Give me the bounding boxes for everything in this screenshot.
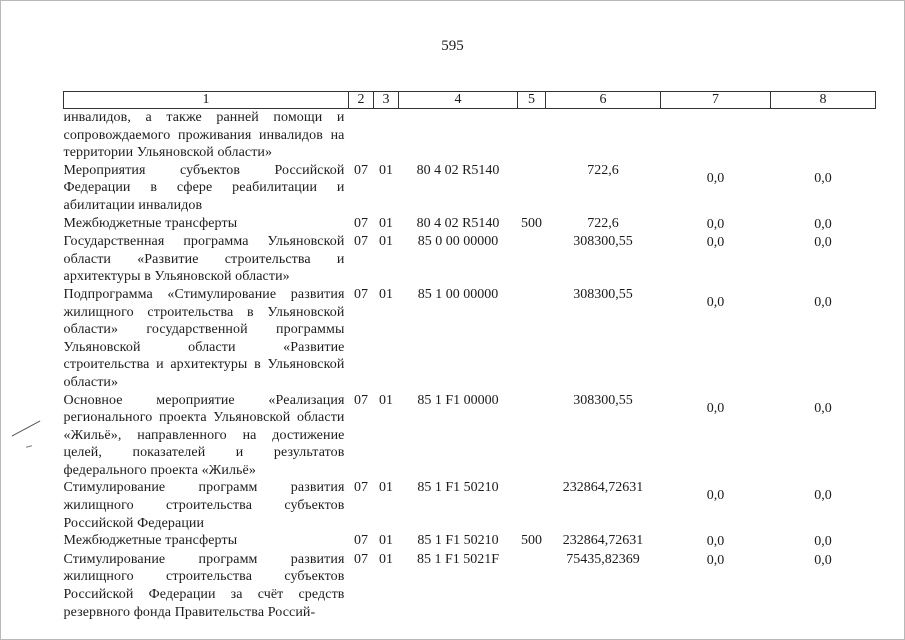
row-amount	[546, 109, 661, 162]
row-amount: 722,6	[587, 162, 619, 178]
table-row	[64, 479, 876, 532]
page-number: 595	[441, 38, 464, 54]
row-expense-type	[518, 162, 546, 215]
row-amount: 232864,72631	[562, 533, 644, 549]
row-amount-2: 0,0	[706, 534, 725, 550]
row-section: 07	[354, 162, 368, 178]
row-section: 07	[354, 551, 368, 567]
row-subsection: 01	[379, 533, 393, 549]
row-name: Межбюджетные трансферты	[63, 215, 238, 231]
row-expense-type	[518, 233, 546, 286]
row-amount: 308300,55	[573, 392, 633, 408]
row-subsection: 01	[379, 215, 393, 231]
row-target-article: 85 1 F1 50210	[417, 480, 499, 496]
row-amount-3: 0,0	[814, 294, 832, 310]
row-amount-3	[771, 109, 876, 162]
table-row	[64, 286, 876, 392]
row-target-article	[399, 109, 518, 162]
row-amount-2: 0,0	[706, 488, 725, 504]
row-section: 07	[354, 533, 368, 549]
row-amount-3: 0,0	[814, 170, 832, 186]
row-name: Межбюджетные трансферты	[63, 533, 238, 549]
table-row	[64, 532, 876, 551]
table-row	[64, 392, 876, 480]
col-header-2: 2	[349, 92, 374, 109]
row-subsection: 01	[379, 551, 393, 567]
table-row	[64, 109, 876, 162]
row-target-article: 85 1 F1 50210	[417, 533, 499, 549]
row-amount: 232864,72631	[562, 480, 644, 496]
table-row	[64, 551, 876, 621]
column-number-header	[64, 92, 876, 109]
row-subsection	[374, 109, 399, 162]
row-expense-type	[518, 479, 546, 532]
row-name: инвалидов, а также ранней помощи и сопровождаемого проживания инвалидов на территории Ульяновской области»	[63, 110, 345, 161]
row-target-article: 85 0 00 00000	[417, 234, 499, 250]
row-amount-3: 0,0	[814, 235, 832, 251]
col-header-1: 1	[64, 92, 349, 109]
row-subsection: 01	[379, 162, 393, 178]
row-target-article: 80 4 02 R5140	[416, 215, 500, 231]
row-expense-type	[518, 286, 546, 392]
col-header-4: 4	[399, 92, 518, 109]
row-amount-3: 0,0	[814, 488, 832, 504]
table-row	[64, 215, 876, 234]
row-amount: 75435,82369	[566, 551, 640, 567]
row-name: Стимулирование программ развития жилищного строительства субъектов Российской Федерации	[63, 480, 345, 531]
col-header-8: 8	[771, 92, 876, 109]
row-amount-2: 0,0	[706, 294, 725, 310]
row-section: 07	[354, 215, 368, 231]
row-amount-2: 0,0	[706, 170, 725, 186]
row-amount-2	[661, 109, 771, 162]
col-header-3: 3	[374, 92, 399, 109]
row-name: Мероприятия субъектов Российской Федерации в сфере реабилитации и абилитации инвалидов	[63, 162, 345, 213]
row-target-article: 85 1 F1 5021F	[416, 551, 500, 567]
row-amount-3: 0,0	[814, 216, 832, 232]
table-row	[64, 233, 876, 286]
row-expense-type: 500	[521, 533, 542, 549]
row-target-article: 85 1 F1 00000	[417, 392, 499, 408]
row-amount-3: 0,0	[814, 552, 832, 568]
row-amount: 308300,55	[573, 234, 633, 250]
row-amount: 722,6	[587, 215, 619, 231]
row-amount: 308300,55	[573, 286, 633, 302]
row-name: Основное мероприятие «Реализация регионального проекта Ульяновской области «Жильё», направленного на достижение целей, показателей и результатов федерального проекта «Жильё»	[63, 392, 345, 478]
row-amount-2: 0,0	[706, 400, 725, 416]
row-subsection: 01	[379, 480, 393, 496]
row-subsection: 01	[379, 234, 393, 250]
row-amount-3: 0,0	[814, 534, 832, 550]
row-subsection: 01	[379, 286, 393, 302]
row-name: Государственная программа Ульяновской области «Развитие строительства и архитектуры в Ульяновской области»	[63, 234, 345, 285]
row-expense-type	[518, 392, 546, 480]
row-amount-2: 0,0	[706, 552, 725, 568]
row-amount-2: 0,0	[706, 235, 725, 251]
row-section: 07	[354, 480, 368, 496]
row-section	[349, 109, 374, 162]
row-name: Стимулирование программ развития жилищного строительства субъектов Российской Федерации за счёт средств резервного фонда Правительства Россий-	[63, 551, 345, 620]
table-row	[64, 162, 876, 215]
col-header-7: 7	[661, 92, 771, 109]
row-name: Подпрограмма «Стимулирование развития жилищного строительства в Ульяновской области» государственной программы Ульяновской области «Развитие строительства и архитектуры в Ульяновской области»	[63, 286, 345, 390]
row-section: 07	[354, 286, 368, 302]
row-target-article: 85 1 00 00000	[417, 286, 499, 302]
row-target-article: 80 4 02 R5140	[416, 162, 500, 178]
row-section: 07	[354, 392, 368, 408]
row-amount-2: 0,0	[706, 216, 725, 232]
row-expense-type: 500	[521, 215, 542, 231]
col-header-5: 5	[518, 92, 546, 109]
row-expense-type	[518, 109, 546, 162]
row-section: 07	[354, 234, 368, 250]
row-expense-type	[518, 551, 546, 621]
budget-table	[63, 91, 876, 621]
row-subsection: 01	[379, 392, 393, 408]
row-amount-3: 0,0	[814, 400, 832, 416]
col-header-6: 6	[546, 92, 661, 109]
